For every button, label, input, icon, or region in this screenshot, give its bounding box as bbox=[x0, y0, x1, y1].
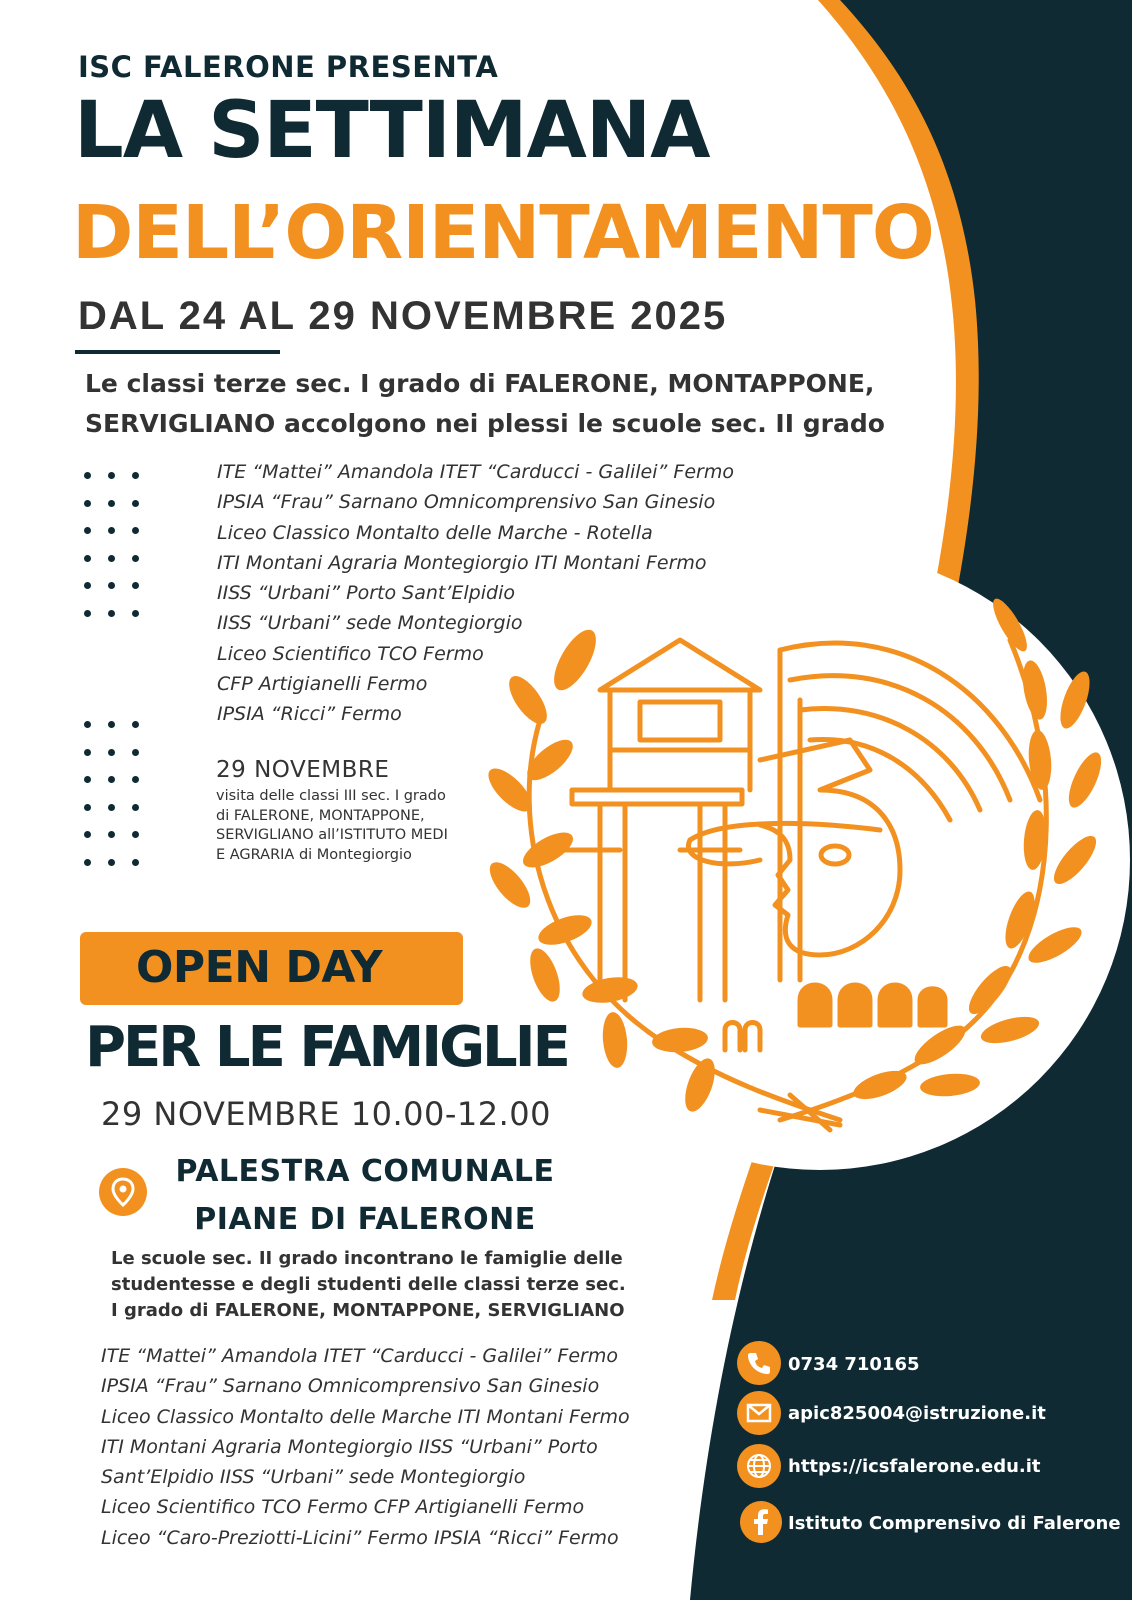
visit-line: SERVIGLIANO all’ISTITUTO MEDI bbox=[216, 827, 448, 843]
school-list-week bbox=[217, 461, 734, 734]
mail-icon bbox=[737, 1391, 781, 1435]
phone-icon bbox=[737, 1341, 781, 1385]
description-line: Le scuole sec. II grado incontrano le famiglie delle bbox=[111, 1248, 623, 1269]
school-list-openday bbox=[101, 1345, 630, 1557]
open-day-description bbox=[111, 1246, 651, 1324]
list-item: ITI Montani Agraria Montegiorgio ITI Montani Fermo bbox=[217, 551, 707, 574]
list-item: CFP Artigianelli Fermo bbox=[217, 673, 428, 696]
list-item: IPSIA “Frau” Sarnano Omnicomprensivo San Ginesio bbox=[217, 491, 716, 514]
location-line: PIANE DI FALERONE bbox=[194, 1202, 536, 1237]
list-item: Liceo Classico Montalto delle Marche - Rotella bbox=[217, 521, 653, 544]
dots-decoration bbox=[84, 721, 139, 866]
phone-number[interactable]: 0734 710165 bbox=[788, 1354, 920, 1375]
list-item: Liceo Scientifico TCO Fermo CFP Artigianelli Fermo bbox=[101, 1496, 585, 1519]
visit-date: 29 NOVEMBRE bbox=[216, 757, 390, 783]
location-pin-icon bbox=[99, 1168, 147, 1216]
list-item: ITE “Mattei” Amandola ITET “Carducci - Galilei” Fermo bbox=[101, 1345, 618, 1367]
event-dates: DAL 24 AL 29 NOVEMBRE 2025 bbox=[78, 294, 728, 338]
open-day-location bbox=[150, 1148, 580, 1244]
visit-description bbox=[216, 787, 476, 865]
open-day-label: OPEN DAY bbox=[136, 942, 383, 993]
visit-line: visita delle classi III sec. I grado bbox=[216, 788, 446, 804]
visit-line: E AGRARIA di Montegiorgio bbox=[216, 846, 412, 863]
intro-line: Le classi terze sec. I grado di FALERONE, MONTAPPONE, bbox=[85, 369, 875, 398]
list-item: Liceo Scientifico TCO Fermo bbox=[217, 642, 484, 665]
eyebrow-presenter: ISC FALERONE PRESENTA bbox=[78, 50, 499, 84]
open-day-banner bbox=[80, 932, 463, 1005]
facebook-link[interactable]: Istituto Comprensivo di Falerone bbox=[788, 1513, 1121, 1534]
intro-line: SERVIGLIANO accolgono nei plessi le scuole sec. II grado bbox=[85, 409, 885, 438]
title-line-2: DELL’ORIENTAMENTO bbox=[72, 190, 934, 276]
description-line: I grado di FALERONE, MONTAPPONE, SERVIGLIANO bbox=[111, 1300, 625, 1321]
divider-rule bbox=[75, 350, 280, 354]
list-item: Liceo Classico Montalto delle Marche ITI Montani Fermo bbox=[101, 1405, 630, 1428]
list-item: Liceo “Caro-Preziotti-Licini” Fermo IPSIA “Ricci” Fermo bbox=[101, 1526, 619, 1549]
list-item: IISS “Urbani” sede Montegiorgio bbox=[217, 612, 523, 635]
globe-icon bbox=[737, 1444, 781, 1488]
intro-text bbox=[85, 364, 985, 444]
list-item: IISS “Urbani” Porto Sant’Elpidio bbox=[217, 582, 515, 605]
visit-line: di FALERONE, MONTAPPONE, bbox=[216, 807, 425, 824]
list-item: IPSIA “Frau” Sarnano Omnicomprensivo San Ginesio bbox=[101, 1375, 600, 1398]
list-item: ITE “Mattei” Amandola ITET “Carducci - Galilei” Fermo bbox=[217, 461, 734, 483]
description-line: studentesse e degli studenti delle classi terze sec. bbox=[111, 1274, 626, 1295]
facebook-icon bbox=[740, 1501, 782, 1543]
list-item: ITI Montani Agraria Montegiorgio IISS “Urbani” Porto bbox=[101, 1435, 598, 1458]
list-item: IPSIA “Ricci” Fermo bbox=[217, 703, 402, 726]
website-link[interactable]: https://icsfalerone.edu.it bbox=[788, 1456, 1041, 1477]
open-day-subtitle: PER LE FAMIGLIE bbox=[85, 1015, 568, 1080]
open-day-time: 29 NOVEMBRE 10.00-12.00 bbox=[101, 1095, 552, 1133]
title-line-1: LA SETTIMANA bbox=[74, 86, 710, 176]
list-item: Sant’Elpidio IISS “Urbani” sede Montegiorgio bbox=[101, 1466, 526, 1489]
email-link[interactable]: apic825004@istruzione.it bbox=[788, 1403, 1046, 1424]
dots-decoration bbox=[84, 472, 139, 617]
location-line: PALESTRA COMUNALE bbox=[175, 1154, 555, 1189]
